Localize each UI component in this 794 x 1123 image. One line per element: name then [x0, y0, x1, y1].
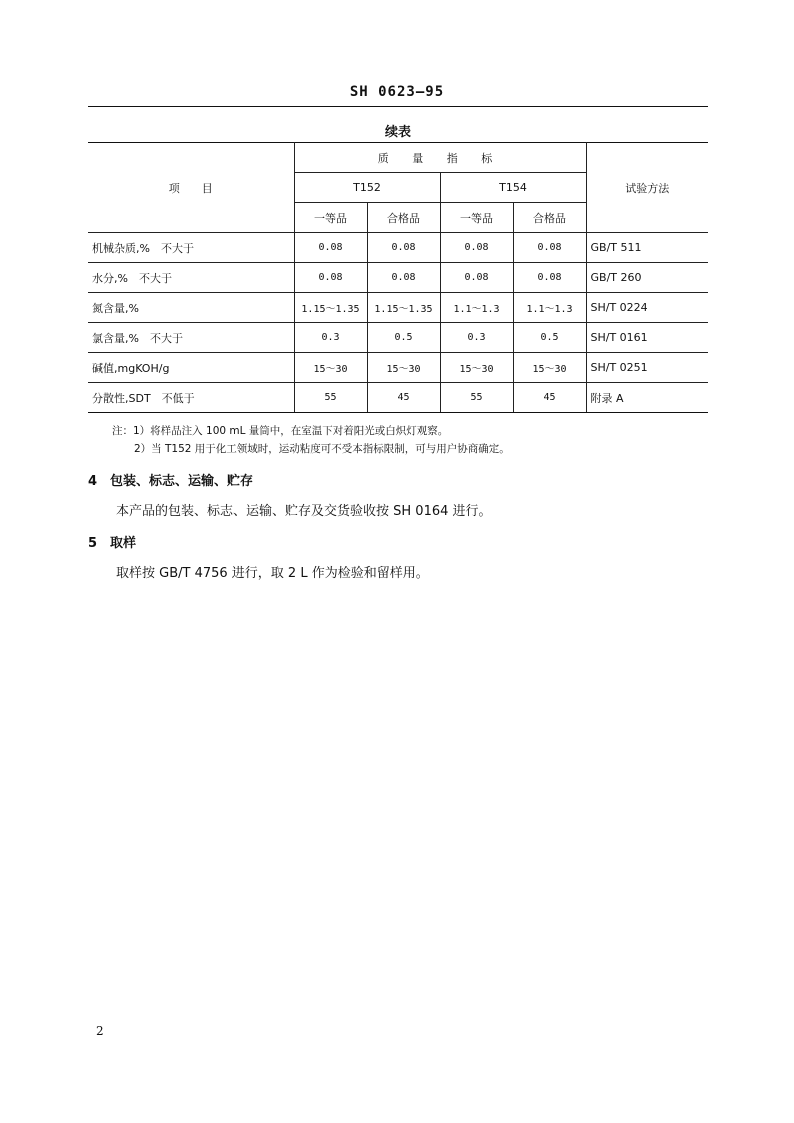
table-row	[88, 323, 708, 353]
table-row	[88, 293, 708, 323]
row-value: 0.08	[294, 263, 367, 293]
header-rule	[88, 106, 708, 107]
note-1: 注：1）将样品注入 100 mL 量筒中，在室温下对着阳光或白炽灯观察。	[112, 425, 449, 437]
row-value: 0.08	[513, 263, 586, 293]
section-title: 取样	[110, 536, 137, 551]
row-value: 1.1～1.3	[440, 293, 513, 323]
row-value: 15～30	[367, 353, 440, 383]
row-item: 机械杂质,% 不大于	[88, 233, 294, 263]
level-header: 合格品	[367, 203, 440, 233]
section-number: 5	[88, 536, 98, 551]
row-value: 15～30	[513, 353, 586, 383]
row-value: 0.3	[440, 323, 513, 353]
section-heading-4	[88, 470, 253, 489]
row-method: SH/T 0161	[586, 323, 708, 353]
section-title: 包装、标志、运输、贮存	[110, 474, 254, 489]
row-value: 0.08	[513, 233, 586, 263]
table-title: 续表	[384, 125, 411, 140]
note-2: 2）当 T152 用于化工领域时，运动粘度可不受本指标限制，可与用户协商确定。	[134, 443, 510, 455]
table-header-row	[88, 143, 708, 173]
column-header-quality: 质 量 指 标	[294, 143, 586, 173]
section-heading-5	[88, 532, 136, 551]
level-header: 一等品	[294, 203, 367, 233]
row-item: 碱值,mgKOH/g	[88, 353, 294, 383]
page-number: 2	[96, 1024, 104, 1038]
section-body-4: 本产品的包装、标志、运输、贮存及交货验收按 SH 0164 进行。	[116, 504, 492, 519]
table-row	[88, 383, 708, 413]
column-header-item: 项 目	[88, 143, 294, 233]
level-header: 一等品	[440, 203, 513, 233]
row-value: 0.08	[440, 263, 513, 293]
row-method: GB/T 260	[586, 263, 708, 293]
grade-header: T154	[440, 173, 586, 203]
row-item: 氯含量,% 不大于	[88, 323, 294, 353]
row-value: 0.5	[367, 323, 440, 353]
row-value: 45	[367, 383, 440, 413]
row-value: 1.15～1.35	[294, 293, 367, 323]
row-value: 0.08	[367, 263, 440, 293]
column-header-method: 试验方法	[586, 143, 708, 233]
row-method: SH/T 0224	[586, 293, 708, 323]
row-value: 1.15～1.35	[367, 293, 440, 323]
table-row	[88, 263, 708, 293]
section-number: 4	[88, 474, 98, 489]
row-value: 55	[294, 383, 367, 413]
section-body-5: 取样按 GB/T 4756 进行，取 2 L 作为检验和留样用。	[116, 566, 429, 581]
row-value: 55	[440, 383, 513, 413]
spec-table	[88, 142, 708, 413]
row-item: 水分,% 不大于	[88, 263, 294, 293]
row-value: 0.08	[440, 233, 513, 263]
row-method: 附录 A	[586, 383, 708, 413]
row-value: 0.5	[513, 323, 586, 353]
grade-header: T152	[294, 173, 440, 203]
row-method: GB/T 511	[586, 233, 708, 263]
row-item: 分散性,SDT 不低于	[88, 383, 294, 413]
row-value: 1.1～1.3	[513, 293, 586, 323]
row-value: 15～30	[440, 353, 513, 383]
table-row	[88, 353, 708, 383]
row-value: 45	[513, 383, 586, 413]
table-row	[88, 233, 708, 263]
row-value: 0.3	[294, 323, 367, 353]
document-code: SH 0623—95	[349, 84, 445, 100]
level-header: 合格品	[513, 203, 586, 233]
row-value: 15～30	[294, 353, 367, 383]
table-notes	[112, 422, 510, 458]
row-item: 氮含量,%	[88, 293, 294, 323]
row-value: 0.08	[294, 233, 367, 263]
row-value: 0.08	[367, 233, 440, 263]
row-method: SH/T 0251	[586, 353, 708, 383]
